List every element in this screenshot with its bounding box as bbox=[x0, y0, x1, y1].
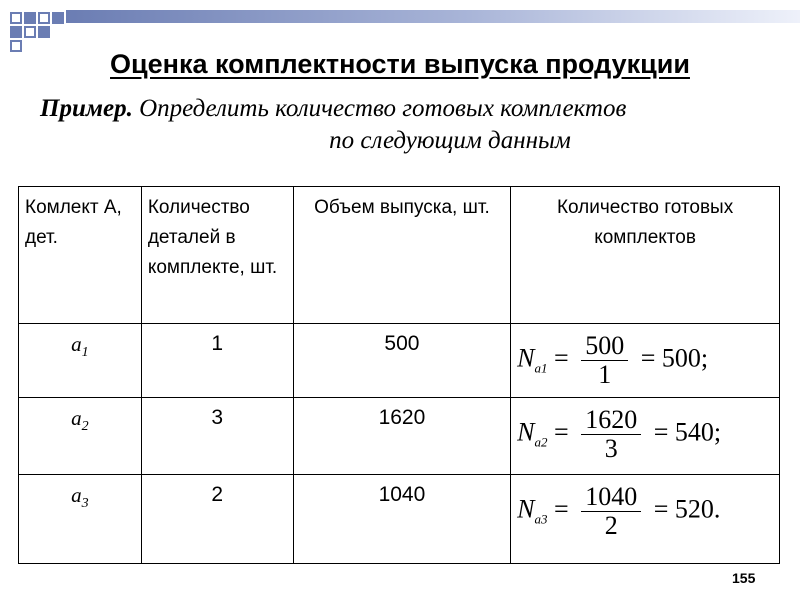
decor-gradient-bar bbox=[66, 10, 800, 23]
decor-square-icon bbox=[52, 12, 64, 24]
decorative-header-bar bbox=[0, 0, 800, 50]
row-qty: 1 bbox=[141, 324, 293, 398]
row-volume: 500 bbox=[293, 324, 510, 398]
decor-square-icon bbox=[38, 12, 50, 24]
row-qty: 2 bbox=[141, 475, 293, 564]
header-parts-per-kit: Количество деталей в комплекте, шт. bbox=[141, 187, 293, 324]
row-formula: $N_{a1}$ = $\frac{500}{1}$ = 500; bbox=[511, 324, 780, 398]
row-label: $a_3$ bbox=[19, 475, 142, 564]
header-output-volume: Объем выпуска, шт. bbox=[293, 187, 510, 324]
example-line2: по следующим данным bbox=[329, 127, 571, 154]
decor-square-icon bbox=[38, 26, 50, 38]
example-lead: Пример. bbox=[40, 95, 133, 122]
decor-square-icon bbox=[24, 12, 36, 24]
row-formula: $N_{a3}$ = $\frac{1040}{2}$ = 520. bbox=[511, 475, 780, 564]
slide-title: Оценка комплектности выпуска продукции bbox=[110, 49, 690, 79]
row-formula: $N_{a2}$ = $\frac{1620}{3}$ = 540; bbox=[511, 398, 780, 475]
table-header-row bbox=[19, 187, 780, 324]
row-volume: 1040 bbox=[293, 475, 510, 564]
table-row bbox=[19, 324, 780, 398]
row-qty: 3 bbox=[141, 398, 293, 475]
header-finished-kits: Количество готовых комплектов bbox=[511, 187, 780, 324]
row-volume: 1620 bbox=[293, 398, 510, 475]
page-number: 155 bbox=[732, 570, 756, 586]
header-kit: Комлект А, дет. bbox=[19, 187, 142, 324]
row-label: $a_2$ bbox=[19, 398, 142, 475]
kits-table bbox=[18, 186, 780, 564]
example-line1: Определить количество готовых комплектов bbox=[139, 95, 627, 122]
row-label: $a_1$ bbox=[19, 324, 142, 398]
example-text bbox=[40, 93, 780, 157]
decor-square-icon bbox=[10, 26, 22, 38]
decor-square-icon bbox=[10, 12, 22, 24]
decor-square-icon bbox=[24, 26, 36, 38]
table-row bbox=[19, 475, 780, 564]
table-row bbox=[19, 398, 780, 475]
